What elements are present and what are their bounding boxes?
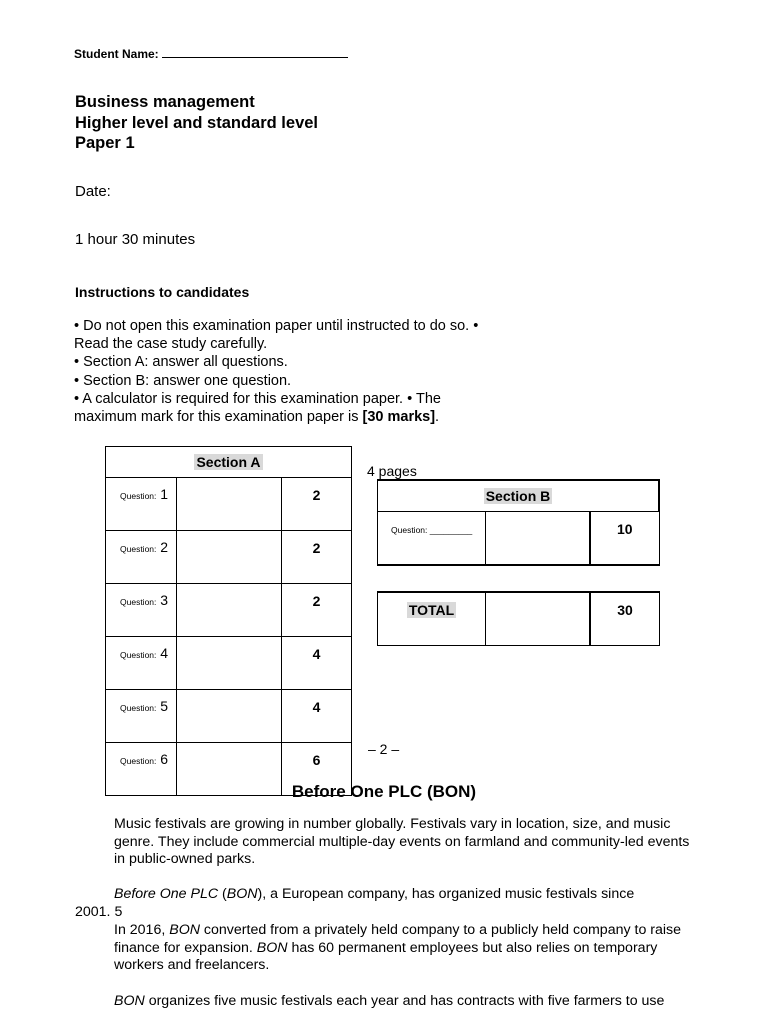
- answer-cell[interactable]: [177, 690, 282, 743]
- section-a-title: Section A: [196, 454, 261, 470]
- instruction-line: • Section B: answer one question.: [74, 372, 292, 389]
- paragraph-text: converted from a privately held company to a publicly held company to raise finance for expansion.: [114, 922, 682, 956]
- question-label: Question:: [120, 491, 157, 501]
- section-b-title: Section B: [485, 488, 551, 504]
- table-row: [378, 592, 660, 646]
- total-label-cell: [378, 592, 486, 646]
- pages-note: 4 pages: [367, 463, 417, 479]
- student-name-blank: [162, 46, 348, 58]
- case-paragraph: [114, 922, 704, 975]
- total-label: TOTAL: [408, 602, 455, 618]
- question-cell: [378, 512, 486, 566]
- marks-cell: 6: [282, 743, 352, 796]
- total-marks: 30: [590, 592, 660, 646]
- duration: 1 hour 30 minutes: [75, 231, 196, 248]
- marks-cell: 2: [282, 584, 352, 637]
- case-paragraph: Music festivals are growing in number globally. Festivals vary in location, size, and music genre. They include commercial multiple-day events on farmland and community-led events in public-owned parks.: [114, 816, 690, 868]
- answer-cell[interactable]: [177, 531, 282, 584]
- question-cell: [106, 690, 177, 743]
- question-number: 1: [160, 486, 169, 502]
- marks-cell: 4: [282, 690, 352, 743]
- question-label: Question:: [120, 544, 157, 554]
- student-name-field: [74, 46, 348, 61]
- question-cell: [106, 478, 177, 531]
- max-marks: [30 marks]: [362, 409, 436, 426]
- question-label: Question:: [120, 597, 157, 607]
- company-abbrev: BON: [256, 939, 288, 956]
- answer-cell[interactable]: [177, 584, 282, 637]
- title-paper: Paper 1: [75, 134, 135, 152]
- instruction-line: • A calculator is required for this examination paper. • The: [74, 390, 441, 407]
- instructions-heading: Instructions to candidates: [75, 284, 250, 300]
- question-label: Question:: [120, 756, 157, 766]
- paper-title: [75, 92, 318, 154]
- question-cell: [106, 531, 177, 584]
- question-number: 4: [160, 645, 169, 661]
- total-table: [377, 591, 660, 646]
- section-a-header: [106, 447, 352, 478]
- marks-cell: 10: [590, 512, 659, 566]
- instruction-line: • Section A: answer all questions.: [74, 354, 288, 371]
- instruction-text: maximum mark for this examination paper is: [74, 409, 363, 426]
- page-number: – 2 –: [368, 741, 400, 757]
- title-subject: Business management: [75, 93, 255, 111]
- instruction-text: .: [435, 409, 440, 426]
- question-number: 6: [160, 751, 169, 767]
- answer-cell[interactable]: [486, 512, 591, 566]
- question-label: Question: _________: [391, 525, 473, 535]
- question-label: Question:: [120, 650, 157, 660]
- instruction-line: [74, 408, 544, 426]
- section-a-table: [105, 446, 352, 796]
- question-cell: [106, 637, 177, 690]
- case-paragraph-continued: 2001. 5: [75, 904, 123, 920]
- marks-cell: 2: [282, 531, 352, 584]
- table-row: [106, 531, 352, 584]
- section-b-header: [378, 480, 660, 512]
- table-row: [106, 478, 352, 531]
- instruction-line: • Do not open this examination paper until instructed to do so. •: [74, 318, 479, 334]
- case-study-title: Before One PLC (BON): [291, 782, 477, 801]
- table-row: [378, 512, 660, 566]
- table-row: [106, 637, 352, 690]
- company-name: Before One PLC: [114, 886, 219, 902]
- paragraph-text: (: [218, 886, 227, 902]
- instruction-line: Read the case study carefully.: [74, 336, 268, 353]
- paragraph-text: has 60 permanent employees but also relies on temporary workers and freelancers.: [114, 939, 658, 974]
- paragraph-text: In 2016,: [114, 922, 170, 938]
- company-abbrev: BON: [114, 993, 145, 1009]
- title-level: Higher level and standard level: [75, 113, 319, 132]
- section-b-table: [377, 479, 660, 566]
- table-row: [106, 690, 352, 743]
- student-name-label: Student Name:: [74, 47, 159, 61]
- company-abbrev: BON: [226, 886, 258, 902]
- question-cell: [106, 584, 177, 637]
- date-label: Date:: [75, 183, 111, 200]
- marks-cell: 4: [282, 637, 352, 690]
- company-abbrev: BON: [169, 922, 200, 938]
- case-paragraph: [114, 886, 634, 904]
- answer-cell[interactable]: [486, 592, 591, 646]
- question-number: 2: [160, 539, 169, 555]
- instructions-list: [74, 317, 544, 426]
- question-label: Question:: [120, 703, 157, 713]
- answer-cell[interactable]: [177, 637, 282, 690]
- table-row: [106, 584, 352, 637]
- marks-cell: 2: [282, 478, 352, 531]
- case-paragraph: [114, 993, 664, 1011]
- question-number: 3: [160, 592, 169, 608]
- question-number: 5: [160, 698, 169, 714]
- paragraph-text: organizes five music festivals each year and has contracts with five farmers to use: [144, 993, 665, 1009]
- paragraph-text: ), a European company, has organized music festivals since: [257, 886, 635, 902]
- answer-cell[interactable]: [177, 478, 282, 531]
